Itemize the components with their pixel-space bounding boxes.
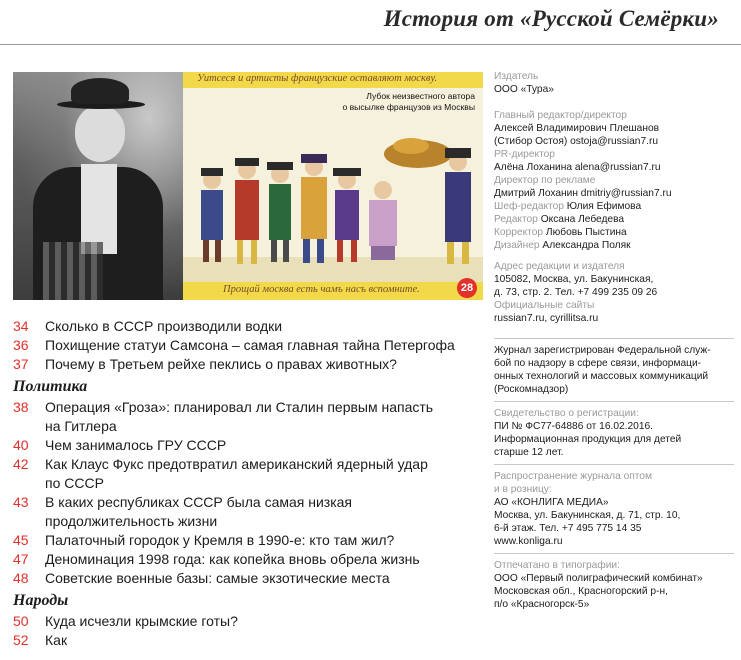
toc-item-36[interactable] <box>13 336 483 355</box>
toc-page-number: 43 <box>13 494 29 510</box>
toc-page-number: 37 <box>13 356 29 372</box>
toc-title: Куда исчезли крымские готы? <box>45 613 238 629</box>
toc-title: Как <box>45 632 68 648</box>
page-header-title: История от «Русской Семёрки» <box>383 6 719 31</box>
toc-item-45[interactable] <box>13 531 483 550</box>
imprint-cert-label: Свидетельство о регистрации: <box>494 408 639 419</box>
photo-figure-hat <box>71 78 129 104</box>
toc-title: Советские военные базы: самые экзотические места <box>45 570 390 586</box>
toc-item-34[interactable] <box>13 317 483 336</box>
toc-page-number: 45 <box>13 532 29 548</box>
lubok-figure-1 <box>201 168 223 262</box>
imprint-editor-value: Оксана Лебедева <box>540 214 625 225</box>
photo-figure-face <box>75 106 125 162</box>
toc-page-number: 38 <box>13 399 29 415</box>
toc-page-number: 47 <box>13 551 29 567</box>
table-of-contents <box>13 317 483 650</box>
imprint-cert-line-2: Информационная продукция для детей <box>494 434 682 445</box>
lubok-bottom-text: Прощай москва есть чамъ насъ вспомните. <box>223 284 420 295</box>
toc-title-line-1: Как Клаус Фукс предотвратил американский ядерный удар <box>45 456 428 472</box>
imprint-registration-line-1: Журнал зарегистрирован Федеральной служ- <box>494 345 711 356</box>
lubok-ground <box>183 257 483 282</box>
imprint-distrib-line-3: 6-й этаж. Тел. +7 495 775 14 35 <box>494 523 642 534</box>
lubok-caption <box>342 91 475 113</box>
toc-title: Деноминация 1998 года: как копейка вновь обрела жизнь <box>45 551 420 567</box>
imprint-distrib-site[interactable]: www.konliga.ru <box>494 536 563 547</box>
imprint-spacer <box>494 325 734 333</box>
toc-item-40[interactable] <box>13 436 483 455</box>
toc-title-line-1: Операция «Гроза»: планировал ли Сталин первым напасть <box>45 399 434 415</box>
imprint-editor-label: Редактор <box>494 214 538 225</box>
imprint-distrib-label-2: и в розницу: <box>494 484 552 495</box>
lubok-bundle <box>384 138 452 168</box>
imprint-sites[interactable]: russian7.ru, cyrillitsa.ru <box>494 313 599 324</box>
lubok-top-text: Уитсеся и артисты французские оставляют москву. <box>197 73 438 84</box>
imprint-chief-label: Главный редактор/директор <box>494 110 627 121</box>
imprint-divider <box>494 401 734 402</box>
imprint-ads-value: Дмитрий Лоханин dmitriy@russian7.ru <box>494 188 672 199</box>
toc-title: Чем занималось ГРУ СССР <box>45 437 227 453</box>
imprint-print-line-1: ООО «Первый полиграфический комбинат» <box>494 573 703 584</box>
lubok-figure-3 <box>267 162 293 262</box>
imprint-cert-line-3: старше 12 лет. <box>494 447 564 458</box>
toc-title-line-1: В каких республиках СССР была самая низкая <box>45 494 353 510</box>
toc-title-line-2: продолжительность жизни <box>45 513 218 529</box>
imprint-corrector-value: Любовь Пыстина <box>545 227 627 238</box>
toc-page-number: 36 <box>13 337 29 353</box>
photo-figure-shirt <box>81 164 117 254</box>
toc-page-number: 42 <box>13 456 29 472</box>
toc-page-number: 34 <box>13 318 29 334</box>
imprint-spacer <box>494 252 734 260</box>
toc-item-50[interactable] <box>13 612 483 631</box>
toc-item-38[interactable] <box>13 398 483 436</box>
imprint-shef-row <box>494 200 734 213</box>
imprint-chief-contact: (Стибор Остоя) ostoja@russian7.ru <box>494 136 658 147</box>
toc-section-narody: Народы <box>13 592 69 609</box>
imprint-ads-label: Директор по рекламе <box>494 175 596 186</box>
lubok-figure-6 <box>369 181 397 260</box>
imprint-corrector-row <box>494 226 734 239</box>
imprint-address-line-2: д. 73, стр. 2. Тел. +7 499 235 09 26 <box>494 287 658 298</box>
imprint-chief-name: Алексей Владимирович Плешанов <box>494 123 660 134</box>
imprint-shef-value: Юлия Ефимова <box>566 201 642 212</box>
toc-title: Палаточный городок у Кремля в 1990-е: кто там жил? <box>45 532 395 548</box>
toc-item-47[interactable] <box>13 550 483 569</box>
imprint-editor-row <box>494 213 734 226</box>
header-divider <box>0 44 741 45</box>
imprint-distrib-label-1: Распространение журнала оптом <box>494 471 652 482</box>
imprint-sites-label: Официальные сайты <box>494 300 595 311</box>
imprint-spacer <box>494 101 734 109</box>
toc-title: Сколько в СССР производили водки <box>45 318 283 334</box>
lubok-figure-5 <box>333 168 361 262</box>
imprint-divider <box>494 464 734 465</box>
toc-title-line-2: на Гитлера <box>45 418 117 434</box>
imprint-address-label: Адрес редакции и издателя <box>494 261 625 272</box>
imprint-print-line-3: п/о «Красногорск-5» <box>494 599 590 610</box>
toc-page-number: 50 <box>13 613 29 629</box>
toc-title: Почему в Третьем рейхе пеклись о правах животных? <box>45 356 397 372</box>
lubok-figure-4 <box>301 154 327 263</box>
lubok-figure-7 <box>445 148 471 264</box>
toc-item-42[interactable] <box>13 455 483 493</box>
imprint-column <box>494 70 734 611</box>
imprint-corrector-label: Корректор <box>494 227 544 238</box>
imprint-distrib-line-1: АО «КОНЛИГА МЕДИА» <box>494 497 609 508</box>
imprint-address-line-1: 105082, Москва, ул. Бакунинская, <box>494 274 654 285</box>
lubok-figure-2 <box>235 158 259 264</box>
toc-title: Похищение статуи Самсона – самая главная тайна Петергофа <box>45 337 455 353</box>
imprint-divider <box>494 338 734 339</box>
photo-figure-checkered-pants <box>43 242 103 300</box>
imprint-registration-line-3: онных технологий и массовых коммуникаций <box>494 371 709 382</box>
imprint-publisher-label: Издатель <box>494 71 539 82</box>
imprint-pr-label: PR-директор <box>494 149 555 160</box>
imprint-designer-row <box>494 239 734 252</box>
lubok-illustration <box>183 72 483 300</box>
imprint-print-line-2: Московская обл., Красногорский р-н, <box>494 586 668 597</box>
imprint-registration-line-2: бой по надзору в сфере связи, информаци- <box>494 358 702 369</box>
imprint-shef-label: Шеф-редактор <box>494 201 564 212</box>
lubok-caption-line-1: Лубок неизвестного автора <box>366 91 475 101</box>
imprint-designer-label: Дизайнер <box>494 240 540 251</box>
toc-section-politika: Политика <box>13 378 88 395</box>
toc-item-52[interactable] <box>13 631 483 650</box>
toc-page-number: 48 <box>13 570 29 586</box>
toc-item-37[interactable] <box>13 355 483 374</box>
imprint-distrib-line-2: Москва, ул. Бакунинская, д. 71, стр. 10, <box>494 510 681 521</box>
imprint-pr-value: Алёна Лоханина alena@russian7.ru <box>494 162 661 173</box>
toc-page-number: 52 <box>13 632 29 648</box>
imprint-divider <box>494 553 734 554</box>
imprint-registration-line-4: (Роскомнадзор) <box>494 384 569 395</box>
imprint-designer-value: Александра Поляк <box>542 240 631 251</box>
lubok-page-badge[interactable]: 28 <box>457 278 477 298</box>
toc-title-line-2: по СССР <box>45 475 104 491</box>
lubok-caption-line-2: о высылке французов из Москвы <box>342 102 475 112</box>
imprint-publisher: ООО «Тура» <box>494 84 554 95</box>
clown-photo <box>13 72 183 300</box>
toc-page-number: 40 <box>13 437 29 453</box>
toc-item-43[interactable] <box>13 493 483 531</box>
toc-item-48[interactable] <box>13 569 483 588</box>
imprint-cert-line-1: ПИ № ФС77-64886 от 16.02.2016. <box>494 421 653 432</box>
lubok-bottom-band <box>183 282 483 300</box>
imprint-print-label: Отпечатано в типографии: <box>494 560 620 571</box>
